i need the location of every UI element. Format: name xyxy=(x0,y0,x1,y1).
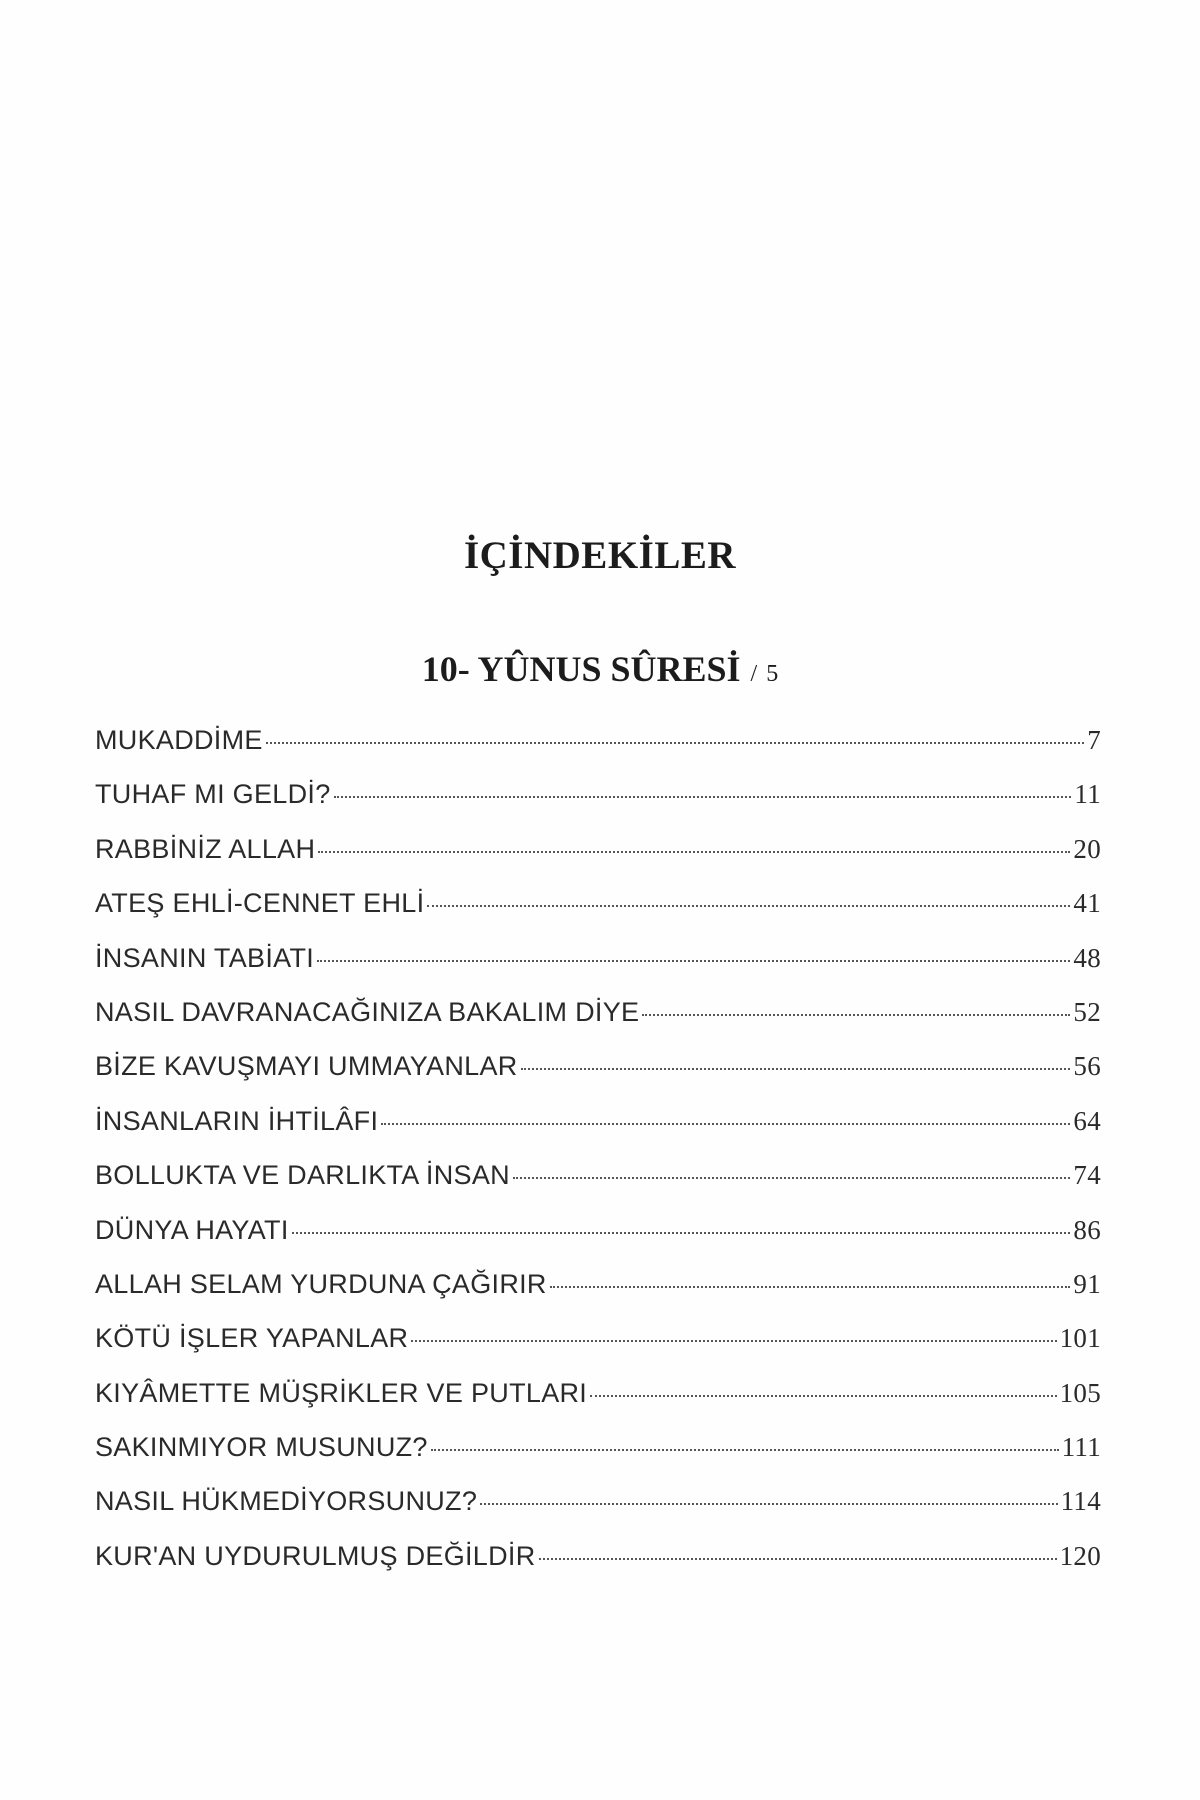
section-separator: / xyxy=(750,661,758,687)
toc-entry-page-number: 114 xyxy=(1060,1486,1101,1517)
section-page-number: 5 xyxy=(766,661,779,687)
toc-entry xyxy=(95,1269,1101,1323)
toc-entry-label: BİZE KAVUŞMAYI UMMAYANLAR xyxy=(95,1051,518,1082)
dot-leader xyxy=(266,742,1084,744)
toc-entry-page-number: 105 xyxy=(1059,1377,1101,1408)
toc-entry-page-number: 52 xyxy=(1073,996,1101,1027)
toc-entry-page-number: 86 xyxy=(1073,1214,1101,1245)
dot-leader xyxy=(521,1068,1071,1070)
toc-entry-label: RABBİNİZ ALLAH xyxy=(95,833,316,864)
toc-entry-label: İNSANLARIN İHTİLÂFI xyxy=(95,1105,379,1136)
toc-entry-label: SAKINMIYOR MUSUNUZ? xyxy=(95,1432,428,1463)
dot-leader xyxy=(480,1503,1057,1505)
toc-entry xyxy=(95,1432,1101,1486)
toc-entry-label: KUR'AN UYDURULMUŞ DEĞİLDİR xyxy=(95,1540,536,1571)
toc-entry-page-number: 91 xyxy=(1073,1268,1101,1299)
toc-entry xyxy=(95,943,1101,997)
dot-leader xyxy=(550,1286,1071,1288)
dot-leader xyxy=(317,960,1070,962)
toc-list xyxy=(95,725,1101,1595)
toc-entry-label: MUKADDİME xyxy=(95,725,263,755)
dot-leader xyxy=(427,905,1070,907)
section-title: 10- YÛNUS SÛRESİ xyxy=(421,649,741,689)
toc-entry xyxy=(95,1486,1101,1540)
toc-entry xyxy=(95,1215,1101,1269)
toc-entry-page-number: 101 xyxy=(1059,1323,1101,1354)
dot-leader xyxy=(642,1014,1070,1016)
dot-leader xyxy=(590,1395,1056,1397)
toc-entry-label: NASIL DAVRANACAĞINIZA BAKALIM DİYE xyxy=(95,996,640,1027)
toc-entry-page-number: 20 xyxy=(1073,833,1101,864)
toc-entry-label: KÖTÜ İŞLER YAPANLAR xyxy=(95,1323,409,1354)
toc-entry-page-number: 7 xyxy=(1087,725,1101,755)
toc-entry xyxy=(95,997,1101,1051)
toc-entry-page-number: 56 xyxy=(1073,1051,1101,1082)
toc-entry-page-number: 120 xyxy=(1059,1540,1101,1571)
section-heading xyxy=(0,648,1200,690)
page-title: İÇİNDEKİLER xyxy=(463,534,737,577)
dot-leader xyxy=(334,796,1072,798)
dot-leader xyxy=(513,1177,1070,1179)
dot-leader xyxy=(411,1340,1056,1342)
toc-entry xyxy=(95,725,1101,779)
toc-entry xyxy=(95,1051,1101,1105)
toc-entry-page-number: 64 xyxy=(1073,1105,1101,1136)
toc-entry-page-number: 48 xyxy=(1073,942,1101,973)
toc-entry-label: NASIL HÜKMEDİYORSUNUZ? xyxy=(95,1486,478,1517)
toc-entry-label: İNSANIN TABİATI xyxy=(95,942,315,973)
toc-entry xyxy=(95,888,1101,942)
toc-entry-label: BOLLUKTA VE DARLIKTA İNSAN xyxy=(95,1160,510,1191)
dot-leader xyxy=(292,1232,1071,1234)
toc-entry-page-number: 111 xyxy=(1061,1432,1101,1463)
toc-entry-label: ATEŞ EHLİ-CENNET EHLİ xyxy=(95,888,425,919)
toc-entry xyxy=(95,1323,1101,1377)
toc-entry-label: ALLAH SELAM YURDUNA ÇAĞIRIR xyxy=(95,1268,547,1299)
toc-entry xyxy=(95,1541,1101,1595)
dot-leader xyxy=(539,1558,1057,1560)
toc-entry xyxy=(95,779,1101,833)
toc-entry xyxy=(95,834,1101,888)
toc-entry-page-number: 41 xyxy=(1073,888,1101,919)
dot-leader xyxy=(431,1449,1059,1451)
dot-leader xyxy=(381,1123,1070,1125)
toc-entry xyxy=(95,1378,1101,1432)
dot-leader xyxy=(318,851,1070,853)
toc-entry xyxy=(95,1106,1101,1160)
toc-entry-page-number: 11 xyxy=(1074,779,1101,810)
toc-entry xyxy=(95,1160,1101,1214)
toc-entry-page-number: 74 xyxy=(1073,1160,1101,1191)
toc-entry-label: KIYÂMETTE MÜŞRİKLER VE PUTLARI xyxy=(95,1377,588,1408)
toc-entry-label: TUHAF MI GELDİ? xyxy=(95,779,331,810)
toc-entry-label: DÜNYA HAYATI xyxy=(95,1214,289,1245)
